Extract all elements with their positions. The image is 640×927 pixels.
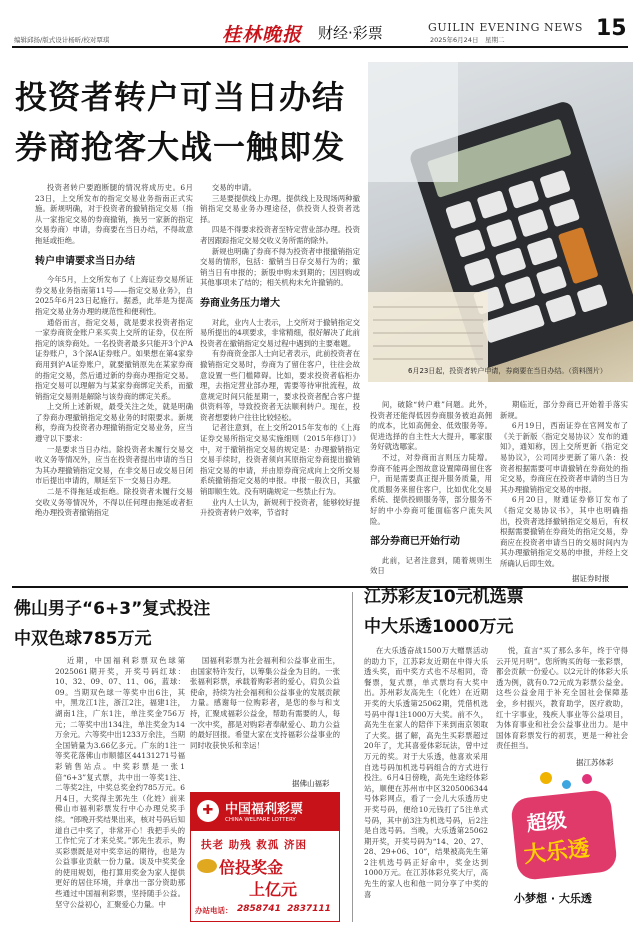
photo-caption: 6月23日起，投资者转户申请，券商要在当日办结。（资料图片） xyxy=(408,367,607,375)
calculator-illustration xyxy=(368,62,633,382)
lottery-headline-2: 中双色球785万元 xyxy=(14,629,152,649)
page-number: 15 xyxy=(596,16,627,41)
paragraph: 在大乐透奋战1500万大赠票活动的助力下，江苏彩友近期在中得大乐透头奖，而中奖方式也不尽相同，奇餐票，复式票，单式票均有大奖中出。苏州彩友高先生（化姓）在近期开奖的大乐透第25062期，凭借机选号码中得1注1000万大奖。前不久，高先生在家人的陪伴下来到南京领取了大奖。据了解，高先生买彩票超过20年了，尤其喜爱体彩玩法，曾中过万元的奖。对于大乐透，他喜欢采用自选号码加机选号码组合的方式进行投注。6月4日傍晚，高先生途经体彩站，顺便在苏州市中区3205006344号体彩网点，看了一会儿大乐透历史开奖号码，便给10元钱打了5注单式号码，其中前3注为机选号码，后2注是自选号码。当晚，大乐透第25062期开奖，开奖号码为“14、20、27、28、29+06、10”，结果被高先生第2注机选号码正好命中，奖金达到1000万元。在江苏体彩兑奖大厅，高先生的家人也和他一同分享了中奖的喜 xyxy=(364,646,488,899)
lottery-headline-1: 佛山男子“6+3”复式投注 xyxy=(14,599,211,619)
paragraph: 业内人士认为，新规利于投资者，能够较好提升投资者转户效率，节省时 xyxy=(200,497,360,518)
sports-column-1 xyxy=(364,646,488,922)
paragraph: 三是要提供线上办理。提供线上及现场两种撤销指定交易业务办理途径，供投资人投资者选择。 xyxy=(200,193,360,224)
decor-dot xyxy=(562,780,571,789)
lottery-credit: 据佛山福彩 xyxy=(292,779,330,788)
english-title: GUILIN EVENING NEWS xyxy=(428,21,583,34)
subheading: 转户申请要求当日办结 xyxy=(35,255,135,267)
welfare-logo-icon: ✚ xyxy=(197,800,219,822)
paragraph: 悦，直言“买了那么多年，终于守得云开见月明”。您所购买的每一张彩票，都会贡献一份爱心。以2元计的体彩大乐透为例，就有0.72元成为彩票公益金。这些公益金用于补充全国社会保障基金，乡村振兴，教育助学，医疗救助，红十字事业，残疾人事业等公益项目，为体育事业和社会公益事业出力。是中国体育彩票发行的初衷，更是一种社会责任担当。 xyxy=(496,646,628,751)
paragraph: 6月20日，财通证券修订发布了《指定交易协议书》，其中也明确指出，投资者选择撤销指定交易后，有权根据需要撤销在券商处的指定交易，券商应在投资者申请当日的交易时间内为其办理撤销指定交易的申报，并经上交所确认后即生效。 xyxy=(500,495,628,568)
masthead-logo: 桂林晚报 xyxy=(222,24,303,46)
welfare-lottery-ad xyxy=(190,792,340,922)
paragraph: 有券商资金部人士向记者表示，此前投资者在撤销指定交易时，券商为了留住客户，往往会故意设置一些门槛障碍。比如，要求投资者临柜办理，去指定营业部办理，需要等待审批流程，故意规定时间只能星期一，要求投资者配合客户提供资料等，导致投资者无法顺利转户。现在，投资者想要转户往往比较轻松。 xyxy=(200,349,360,422)
ad-org: 中国福利彩票 xyxy=(225,802,304,817)
editor-info: 编辑邱扬/版式设计杨昕/校对覃琪 xyxy=(14,36,110,44)
paragraph: 记者注意到，在上交所2015年发布的《上海证券交易所指定交易实施细则（2015年修订）》中，对于撤销指定交易的规定是：办理撤销指定交易手续时，投资者须向其原指定券商提出撤销指定交易的申请，并由原券商完成向上交所交易系统撤销指定交易的申报。申报一般次日，其撤销即顺生效。没有明确规定一些禁止行为。 xyxy=(200,423,360,497)
section-divider xyxy=(12,586,628,588)
paragraph: 一是要求当日办结。除投资者未履行交易交收义务等情况外，应当在投资者提出申请的当日为其办理撤销指定交易，在非交易日或交易日闭市后提出申请的，顺延至下一交易日办理。 xyxy=(35,444,193,486)
paragraph: 国福利彩票为社会福利和公益事业而生，由国家特许发行，以筹集公益金为目的。一张张福利彩票，承载着购彩者的爱心，肩负公益使命，持续为社会福利和公益事业的发展贡献力量。感谢每一位购彩者，是您的参与和支持，汇聚成福彩公益金，帮助有需要的人，每一次中奖，都是对购彩者奉献爱心、助力公益的最好回报。希望大家在支持福彩公益事业的同时收获快乐和幸运！ xyxy=(190,656,340,750)
ad-slogan: 扶老 助残 救孤 济困 xyxy=(201,839,307,851)
issue-date: 2025年6月24日 星期二 xyxy=(430,36,505,44)
ad-bonus-2: 上亿元 xyxy=(249,880,298,899)
sports-column-2 xyxy=(496,646,628,756)
paragraph: 对此，业内人士表示，上交所对于撤销指定交易所提出的4项要求，非常精细，很好解决了此前投资者在撤销指定交易过程中遇到的主要难题。 xyxy=(200,317,360,348)
logo-text-1: 超级 xyxy=(525,807,568,836)
subheading: 券商业务压力增大 xyxy=(200,297,280,309)
header-rule xyxy=(12,46,628,48)
paragraph: 交易的申请。 xyxy=(211,183,257,192)
paragraph: 通俗而言，指定交易，就是要求投资者指定一家券商资金账户来买卖上交所的证券，仅在所指定的该券商处。一名投资者最多只能开3个沪A证券账户，3个深A证券账户。如果想在第4家券商用到沪A证券账户，就要撤销原先在某家券商的指定交易，然后通过新的券商办理指定交易。指定交易可以理解为与某家券商绑定关系，而撤销指定交易则是解除与该券商的绑定关系。 xyxy=(35,317,193,401)
top-credit: 据证券时报 xyxy=(572,574,610,583)
top-column-4 xyxy=(500,400,628,578)
column-divider xyxy=(352,592,353,922)
main-headline-2: 券商抢客大战一触即发 xyxy=(15,128,346,166)
paragraph: 6月19日，西南证券在官网发布了《关于新版〈指定交易协议〉发布的通知》，通知称，因上交所更新《指定交易协议》，公司同步更新了第八条：投资者根据需要可申请撤销在券商处的指定交易，券商应在投资者申请的当日为其办理撤销指定交易的申报。 xyxy=(500,421,628,494)
paragraph: 此前，记者注意到，随着规则生效日 xyxy=(370,555,492,576)
logo-text-2: 大乐透 xyxy=(522,836,591,869)
lottery-column-2 xyxy=(190,656,340,776)
sports-credit: 据江苏体彩 xyxy=(576,758,614,767)
super-lotto-logo xyxy=(510,789,618,881)
paragraph: 四是不得要求投资者至特定营业部办理。投资者因跟踪指定交易交收义务所需的除外。 xyxy=(200,225,360,245)
subheading: 部分券商已开始行动 xyxy=(370,536,460,548)
paragraph: 期临近，部分券商已开始着手落实新规。 xyxy=(500,400,628,420)
sports-lottery-headline-1: 江苏彩友10元机选票 xyxy=(364,587,524,607)
top-column-2 xyxy=(200,183,360,578)
top-column-3 xyxy=(370,400,492,578)
super-lotto-slogan: 小梦想 · 大乐透 xyxy=(514,892,592,905)
page-header xyxy=(0,0,640,46)
ad-hotline: 2858741 2837111 xyxy=(237,904,331,914)
ad-banner xyxy=(191,793,339,831)
paragraph: 今年5月，上交所发布了《上海证券交易所证券交易业务指南第11号——指定交易业务》，自2025年6月23日起施行。据悉，此举是为提高指定交易业务办理的规范性和便利性。 xyxy=(35,275,193,316)
ad-bonus: 倍投奖金 xyxy=(219,858,284,877)
sports-lottery-headline-2: 中大乐透1000万元 xyxy=(364,617,514,637)
paragraph: 间，破除“转户难”问题。此外，投资者还能得低因券商服务被迫高佣的成本，比如高佣金、低效服务等。促进选择的自主性大大提升，哪家服务好就选哪家。 xyxy=(370,400,492,452)
main-headline-1: 投资者转户可当日办结 xyxy=(15,78,346,116)
calculator-photo xyxy=(368,62,633,382)
coins-icon xyxy=(197,859,217,873)
decor-dot xyxy=(540,772,552,784)
ad-org-en: CHINA WELFARE LOTTERY xyxy=(225,817,296,823)
paragraph: 新规也明确了券商不得为投资者申报撤销指定交易的情形，包括：撤销当日存交易行为的；撤销当日有申报的；新股申购未到期的；因回购或其他事项未了结的；相关机构未允许撤销的。 xyxy=(200,246,360,288)
paragraph: 投资者转户要跑断腿的情况将成历史。6月23日，上交所发布的指定交易业务指南正式实施。新规明确，对于投资者的撤销指定交易（指从一家指定交易的券商撤销，换另一家新的指定交易券商）申请，券商要在当日办结，不得故意拖延或拒绝。 xyxy=(35,183,193,245)
paragraph: 二是不得拖延或拒绝。除投资者未履行交易交收义务等情况外，不得以任何理由拖延或者拒绝办理投资者撤销指定 xyxy=(35,487,193,518)
decor-dot xyxy=(582,774,592,784)
super-lotto-ad xyxy=(500,772,628,922)
section-title: 财经·彩票 xyxy=(318,24,383,42)
paragraph: 不过，对券商而言则压力陡增。券商不能再企图故意设置障碍留住客户，而是需要真正提升服务质量，用优质服务来留住客户，比如优化交易系统、提供投顾服务等，部分服务不好的中小券商可能面临客户流失风险。 xyxy=(370,452,492,526)
lottery-column-1 xyxy=(55,656,185,921)
ad-hotline-label: 办站电话： xyxy=(195,906,233,915)
paragraph: 近期，中国福利彩票双色球第2025061期开奖，开奖号码红球：10、32、09、07、11、06，蓝球：09。当期双色球一等奖中出6注，其中，黑龙江1注，浙江2注，福建1注，湖南1注，广东1注，单注奖金756万元；二等奖中出134注，单注奖金为14万余元。六等奖中出1233万余注，当期全国销量为3.66亿多元。广东的1注一等奖花落佛山市顺德区44131271号福彩销售站点。中奖彩票是一张1倍“6+3”复式票，共中出一等奖1注、二等奖2注，中奖总奖金约785万元。6月4日，大奖得主郭先生（化姓）前来佛山市福利彩票发行中心办理兑奖手续。“郎晚开奖结果出来，核对号码后知道自己中奖了，非常开心！我把手头的工作忙完了才来兑奖。”郭先生表示，购买彩票既是对中奖幸运的期待，也是为公益事业贡献一份力量。谈及中奖奖金的使用规划，他打算用奖金为家人提供更好的居住环境，并拿出一部分资助那些通过中国福利彩票，坚持随手公益。坚守公益初心，汇聚爱心力量。中 xyxy=(55,656,185,909)
paragraph: 上交所上述新规，最受关注之处，就是明确了券商办理撤销指定交易业务的时限要求。新规称，券商为投资者办理撤销指定交易业务，应当遵守以下要求： xyxy=(35,402,193,444)
top-column-1 xyxy=(35,183,193,578)
